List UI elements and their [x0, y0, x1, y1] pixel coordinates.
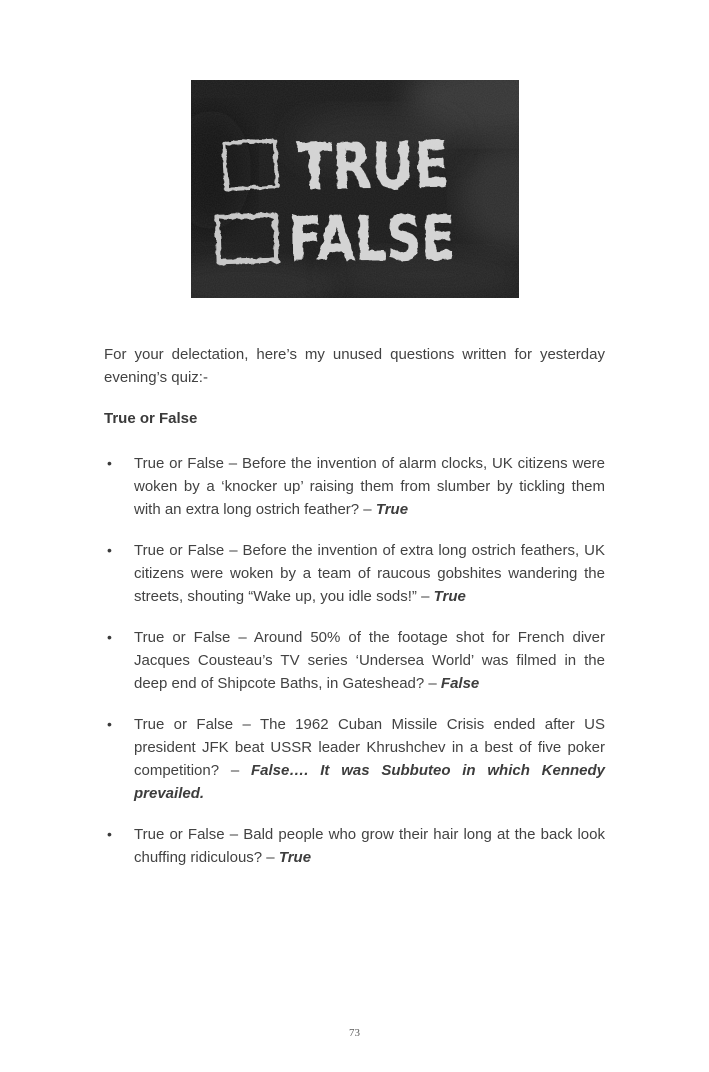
- intro-paragraph: For your delectation, here’s my unused questions written for yesterday evening’s quiz:-: [104, 346, 605, 386]
- quiz-question-item: [104, 539, 605, 608]
- document-page: [0, 80, 709, 1072]
- question-text: True or False – Around 50% of the footage shot for French diver Jacques Cousteau’s TV series ‘Undersea World’ was filmed in the deep end of Shipcote Baths, in Gateshead? –: [134, 629, 605, 692]
- quiz-question-item: [104, 823, 605, 869]
- quiz-question-item: [104, 452, 605, 521]
- section-heading: True or False: [104, 410, 198, 427]
- quiz-question-list: [104, 452, 605, 869]
- answer-text: True: [375, 501, 409, 518]
- answer-text: True: [433, 588, 466, 605]
- document-body: [104, 343, 605, 869]
- quiz-question-item: [104, 626, 605, 695]
- question-text: True or False – Before the invention of alarm clocks, UK citizens were woken by a ‘knocker up’ raising them from slumber by tickling them with an extra long ostrich feather? –: [134, 455, 605, 518]
- answer-text: False: [440, 675, 480, 692]
- question-text: True or False – Bald people who grow their hair long at the back look chuffing ridiculous? –: [134, 826, 605, 866]
- true-chalk-label: TRUE: [295, 128, 486, 206]
- chalkboard-image: [191, 80, 519, 298]
- false-chalk-label: FALSE: [288, 200, 499, 276]
- answer-text: False…. It was Subbuteo in which Kennedy prevailed.: [134, 762, 605, 802]
- quiz-question-item: [104, 713, 605, 805]
- chalkboard-svg: [191, 80, 519, 298]
- answer-text: True: [278, 849, 312, 866]
- page-number: 73: [349, 1027, 360, 1039]
- question-text: True or False – Before the invention of extra long ostrich feathers, UK citizens were woken by a team of raucous gobshites wandering the streets, shouting “Wake up, you idle sods!” –: [134, 542, 605, 605]
- question-text: True or False – The 1962 Cuban Missile Crisis ended after US president JFK beat USSR leader Khrushchev in a best of five poker competition? –: [134, 716, 605, 779]
